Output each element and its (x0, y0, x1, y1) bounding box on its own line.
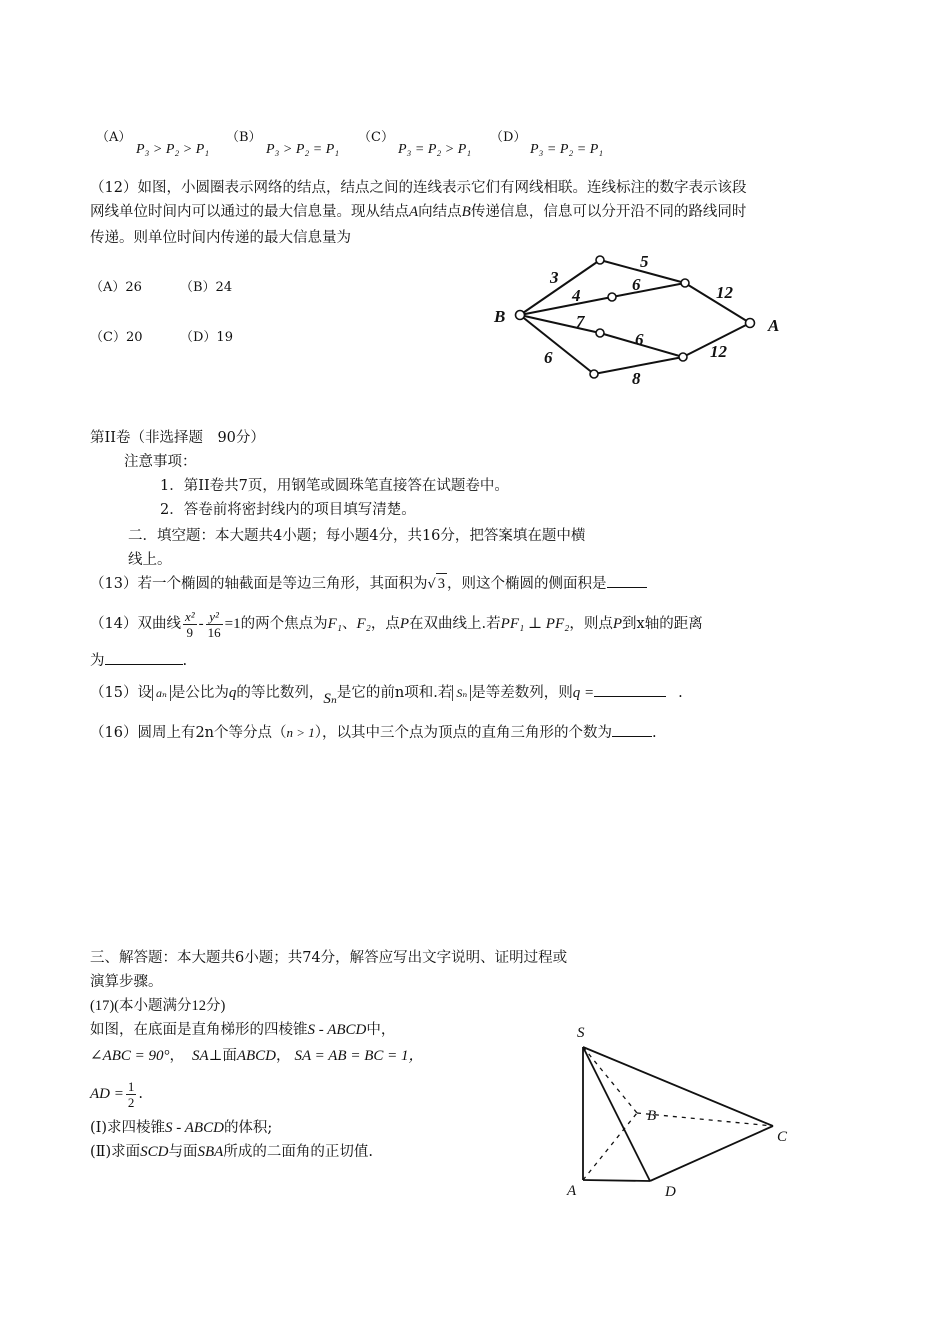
vertex-d: D (665, 1184, 676, 1200)
edge-weight: 5 (640, 252, 649, 271)
q12-line-3: 传递。则单位时间内传递的最大信息量为 (90, 230, 351, 246)
q11-option-a-label: （A） (96, 130, 132, 145)
edge-weight: 3 (550, 268, 559, 287)
node-a (746, 319, 755, 328)
q12-node-a: A (409, 204, 419, 220)
q11-option-d-label: （D） (490, 130, 527, 145)
q11-option-c-expr: P₃ = P₂ > P₁ (398, 142, 472, 157)
edge-weight: 6 (632, 275, 641, 294)
edge-weight: 12 (716, 283, 733, 302)
edge-weight: 8 (632, 369, 641, 388)
q11-option-c-label: （C） (358, 130, 394, 145)
q15-answer-blank (594, 682, 666, 697)
node-b (516, 311, 525, 320)
q12-line-2: 网线单位时间内可以通过的最大信息量。现从结点A向结点B传递信息，信息可以分开沿不同的路线同时 (90, 204, 747, 220)
part2-title: 第II卷（非选择题 90分） (90, 430, 265, 446)
graph-label-a: A (768, 316, 780, 335)
q14-frac-x: $\frac{\text{x²}}{9}$ (184, 608, 195, 640)
q17-header: (17)(本小题满分12分) (90, 998, 226, 1014)
q17-part-2: (Ⅱ)求面SCD与面SBA所成的二面角的正切值. (90, 1144, 373, 1160)
q14: （14）双曲线 $\frac{\text{x²}}{9}$ - $\frac{\text{y²}}{16}$ =1的两个焦点为F₁、F₂，点P在双曲线上.若PF₁ ⊥ PF₂，则点P到x轴的距离 (90, 608, 703, 640)
q14-line-2: 为 . (90, 650, 187, 671)
q12-option-b: （B）24 (180, 280, 233, 295)
vertex-a: A (567, 1183, 577, 1199)
q11-option-a-expr: P₃ > P₂ > P₁ (136, 142, 210, 157)
note-1: 1．第II卷共7页，用钢笔或圆珠笔直接答在试题卷中。 (160, 478, 509, 494)
note-2: 2．答卷前将密封线内的项目填写清楚。 (160, 502, 416, 518)
graph-label-b: B (494, 307, 506, 326)
q12-option-c: （C）20 (90, 330, 143, 345)
edge-weight: 6 (635, 330, 644, 349)
fill-section-title: 二．填空题：本大题共4小题；每小题4分，共16分，把答案填在题中横 (128, 528, 586, 544)
network-diagram (480, 245, 800, 395)
q17-line-2: ∠ABC = 90°， SA⊥面ABCD， SA = AB = BC = 1， (90, 1048, 424, 1064)
q12-line-1: （12）如图，小圆圈表示网络的结点，结点之间的连线表示它们有网线相联。连线标注的数字表示该段 (90, 180, 747, 196)
q11-option-b-label: （B） (226, 130, 262, 145)
q13-answer-blank (607, 573, 647, 588)
q13-sqrt: 3 (436, 573, 447, 594)
q12-option-a: （A）26 (90, 280, 142, 295)
vertex-c: C (777, 1129, 788, 1145)
vertex-b: B (647, 1108, 657, 1124)
edge-weight: 4 (572, 286, 581, 305)
edge-weight: 6 (544, 348, 553, 367)
q14-frac-y: $\frac{\text{y²}}{16}$ (207, 608, 221, 640)
q15: （15）设 aₙ 是公比为q的等比数列，Sₙ是它的前n项和.若 Sₙ 是等差数列，则q = . (90, 680, 683, 706)
vertex-s: S (577, 1025, 585, 1041)
edge-weight: 12 (710, 342, 727, 361)
q12-node-b: B (461, 204, 471, 220)
q17-part-1: (Ⅰ)求四棱锥S - ABCD的体积; (90, 1120, 273, 1136)
q11-option-d-expr: P₃ = P₂ = P₁ (530, 142, 604, 157)
edge-weight: 7 (576, 312, 585, 331)
q11-option-b-expr: P₃ > P₂ = P₁ (266, 142, 340, 157)
part3-title-cont: 演算步骤。 (90, 974, 163, 990)
notes-title: 注意事项： (124, 454, 197, 470)
q16-answer-blank (612, 722, 652, 737)
q17-line-3: AD = $\frac{1}{2}$ . (90, 1078, 143, 1110)
q16: （16）圆周上有2n个等分点（n > 1），以其中三个点为顶点的直角三角形的个数为 . (90, 722, 657, 743)
q14-answer-blank (105, 650, 183, 665)
part3-title: 三、解答题：本大题共6小题；共74分，解答应写出文字说明、证明过程或 (90, 950, 568, 966)
q13: （13）若一个椭圆的轴截面是等边三角形，其面积为√ 3 ，则这个椭圆的侧面积是 (90, 573, 647, 595)
fill-section-title-cont: 线上。 (128, 552, 172, 568)
pyramid-diagram (555, 1015, 805, 1205)
q12-option-d: （D）19 (180, 330, 233, 345)
q17-line-1: 如图，在底面是直角梯形的四棱锥S - ABCD中， (90, 1022, 396, 1038)
